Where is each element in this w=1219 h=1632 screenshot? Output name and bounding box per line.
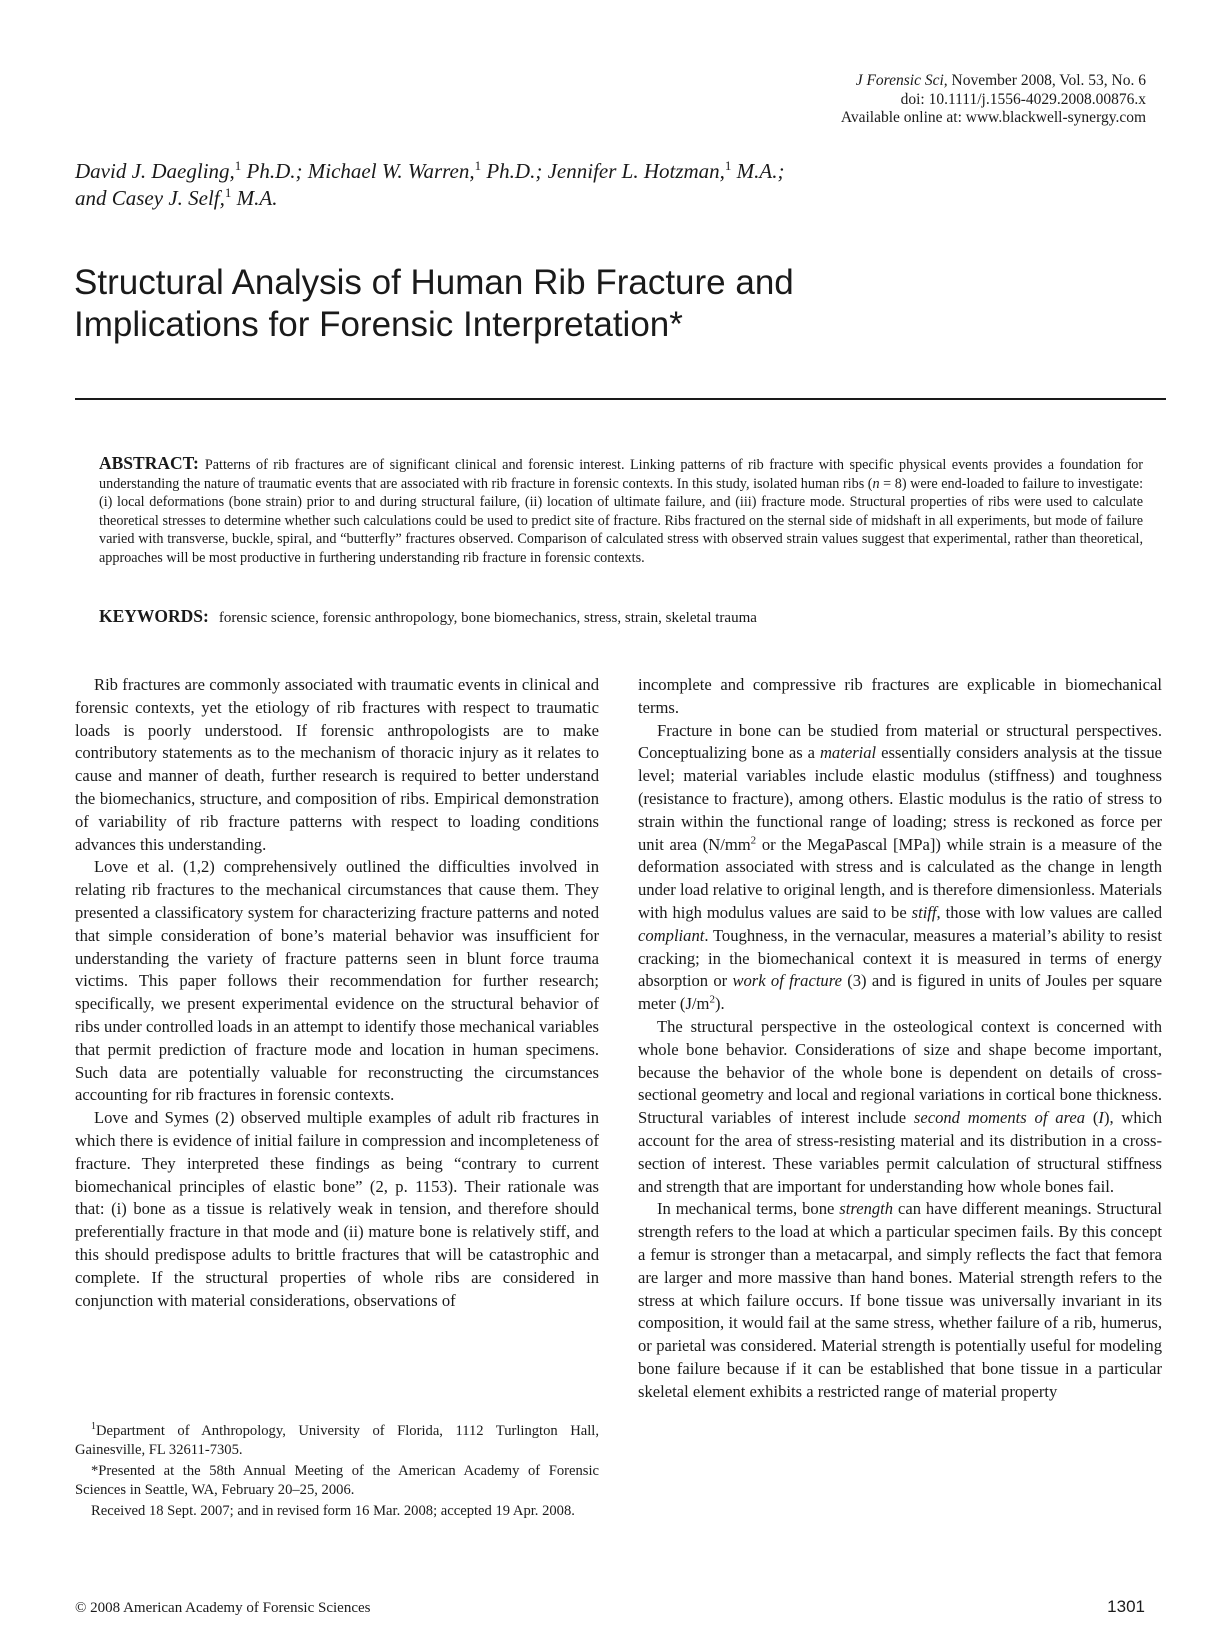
- paragraph: Love et al. (1,2) comprehensively outlined the difficulties involved in relating rib fractures to the mechanical circumstances that cause them. They presented a classificatory system for characterizing fracture patterns and noted that simple consideration of bone’s material behavior was insufficient for understanding the variety of fracture patterns seen in blunt force trauma victims. This paper follows their recommendation for further research; specifically, we present experimental evidence on the structural behavior of ribs under controlled loads in an attempt to identify those mechanical variables that permit prediction of fracture mode and location in human specimens. Such data are potentially valuable for reconstructing the circumstances accounting for rib fractures in forensic contexts.: [75, 857, 599, 1105]
- abstract-text-b: = 8) were end-loaded to failure to investigate: (i) local deformations (bone strain) prior to and during structural failure, (ii) location of ultimate failure, and (iii) fracture mode. Structural properties of ribs were used to calculate theoretical stresses to determine whether such calculations could be used to predict site of fracture. Ribs fractured on the sternal side of midshaft in all experiments, but mode of failure varied with transverse, buckle, spiral, and “butterfly” fractures observed. Comparison of calculated stress with observed strain values suggest that experimental, rather than theoretical, approaches will be most productive in furthering understanding rib fracture in forensic contexts.: [99, 475, 1144, 566]
- text-run: , those with low values are called: [936, 902, 1162, 922]
- copyright: © 2008 American Academy of Forensic Sciences: [75, 1600, 371, 1616]
- affil-mark: 1: [91, 1421, 96, 1433]
- paper-title: [74, 262, 1074, 346]
- paragraph: Love and Symes (2) observed multiple examples of adult rib fractures in which there is evidence of initial failure in compression and incompleteness of fracture. They interpreted these findings as being “contrary to current biomechanical principles of elastic bone” (2, p. 1153). Their rationale was that: (i) bone as a tissue is relatively weak in tension, and therefore should preferentially fracture in that mode and (ii) mature bone is relatively stiff, and this should predispose adults to brittle fractures that will be catastrophic and complete. If the structural properties of whole ribs are considered in conjunction with material considerations, observations of: [75, 1108, 599, 1310]
- text-run: . Toughness, in the vernacular, measures a material’s ability to resist cracking; in the biomechanical context it is measured in terms of energy absorption or: [638, 925, 1162, 991]
- emphasis: second moments of area: [913, 1108, 1086, 1128]
- emphasis: stiff: [911, 902, 937, 922]
- paragraph: [638, 1016, 1162, 1198]
- text-run: or the MegaPascal [MPa]) while strain is a measure of the deformation associated with stress and is calculated as the change in length under load relative to original length, and is therefore dimensionless. Materials with high modulus values are said to be: [638, 834, 1163, 922]
- emphasis: work of fracture: [732, 971, 842, 991]
- journal-info: [841, 72, 1146, 128]
- doi: doi: 10.1111/j.1556-4029.2008.00876.x: [900, 90, 1146, 108]
- abstract-n-symbol: n: [872, 475, 880, 492]
- footnote-presented: *Presented at the 58th Annual Meeting of the American Academy of Forensic Sciences in Seattle, WA, February 20–25, 2006.: [75, 1463, 599, 1498]
- emphasis: compliant: [638, 925, 705, 945]
- affil-mark: 1: [474, 158, 482, 173]
- title-divider: [75, 398, 1166, 400]
- emphasis: material: [819, 743, 877, 763]
- affil-mark: 1: [224, 185, 232, 200]
- journal-citation: [841, 72, 1146, 91]
- author-list: [75, 158, 1075, 212]
- text-run: can have different meanings. Structural strength refers to the load at which a particular specimen fails. By this concept a femur is stronger than a metacarpal, and simply reflects the fact that femora are larger and more massive than hand bones. Material strength refers to the stress at which failure occurs. If bone tissue was universally invariant in its composition, it would fail at the same stress, whether failure of a rib, humerus, or parietal was considered. Material strength is potentially useful for modeling bone failure because if it can be established that bone tissue in a particular skeletal element exhibits a restricted range of material property: [638, 1199, 1162, 1401]
- paragraph: incomplete and compressive rib fractures are explicable in biomechanical terms.: [638, 675, 1162, 717]
- footnote-affiliation: [75, 1422, 599, 1459]
- abstract-text-a: Patterns of rib fractures are of significant clinical and forensic interest. Linking patterns of rib fracture with specific physical events provides a foundation for understanding the nature of traumatic events that are associated with rib fracture in forensic contexts. In this study, isolated human ribs (: [99, 457, 1143, 492]
- paragraph: Rib fractures are commonly associated with traumatic events in clinical and forensic contexts, yet the etiology of rib fractures with respect to traumatic loads is poorly understood. If forensic anthropologists are to make contributory statements as to the mechanism of thoracic injury as it relates to cause and manner of death, further research is required to better understand the biomechanics, structure, and composition of ribs. Empirical demonstration of variability of rib fracture patterns with respect to loading conditions advances this understanding.: [75, 675, 599, 854]
- author-warren: Ph.D.; Michael W. Warren,: [241, 159, 475, 183]
- text-run: In mechanical terms, bone: [657, 1199, 840, 1219]
- abstract-label: ABSTRACT:: [99, 453, 199, 473]
- text-run: (3) and is figured in units of Joules per square meter (J/m: [638, 971, 1162, 1014]
- text-run: The structural perspective in the osteological context is concerned with whole bone behavior. Considerations of size and shape become important, because the behavior of the whole bone is dependent on details of cross-sectional geometry and local and regional variations in cortical bone thickness. Structural variables of interest include: [638, 1016, 1162, 1128]
- text-run: essentially considers analysis at the tissue level; material variables include elastic modulus (stiffness) and toughness (resistance to fracture), among others. Elastic modulus is the ratio of stress to strain within the functional range of loading; stress is reckoned as force per unit area (N/mm: [638, 743, 1162, 854]
- text-run: (: [1085, 1108, 1099, 1128]
- emphasis: strength: [839, 1199, 894, 1219]
- text-run: ).: [714, 994, 725, 1014]
- keywords: [99, 606, 1143, 628]
- emphasis: I: [1098, 1108, 1104, 1128]
- author-hotzman: Ph.D.; Jennifer L. Hotzman,: [481, 159, 725, 183]
- title-line-1: Structural Analysis of Human Rib Fracture and: [74, 263, 794, 302]
- abstract: [99, 454, 1143, 567]
- paragraph: [638, 720, 1162, 1016]
- author-degree: M.A.;: [731, 159, 785, 183]
- journal-issue: November 2008, Vol. 53, No. 6: [947, 72, 1146, 89]
- superscript: 2: [709, 993, 715, 1006]
- author-line-2: [75, 185, 1075, 212]
- availability: Available online at: www.blackwell-synergy.com: [840, 109, 1146, 126]
- author-self: and Casey J. Self,: [75, 186, 225, 210]
- affiliation-text: Department of Anthropology, University of Florida, 1112 Turlington Hall, Gainesville, FL 32611-7305.: [75, 1423, 599, 1458]
- title-line-2: Implications for Forensic Interpretation*: [74, 305, 683, 344]
- keywords-text: forensic science, forensic anthropology, bone biomechanics, stress, strain, skeletal trauma: [218, 610, 757, 626]
- text-run: ), which account for the area of stress-resisting material and its distribution in a cross-section of interest. These variables permit calculation of structural stiffness and strength that are important for understanding how whole bones fail.: [638, 1108, 1162, 1196]
- footnote-received: Received 18 Sept. 2007; and in revised form 16 Mar. 2008; accepted 19 Apr. 2008.: [91, 1503, 575, 1519]
- affil-mark: 1: [724, 158, 732, 173]
- superscript: 2: [750, 834, 757, 847]
- author-line-1: [75, 158, 1075, 185]
- body-column-left: [75, 674, 599, 1312]
- keywords-label: KEYWORDS:: [99, 606, 209, 626]
- page-number: 1301: [1107, 1597, 1145, 1616]
- journal-name: J Forensic Sci,: [855, 72, 948, 89]
- body-column-right: [638, 674, 1162, 1404]
- paragraph: [638, 1198, 1162, 1403]
- footnotes: [75, 1422, 599, 1524]
- text-run: Fracture in bone can be studied from material or structural perspectives. Conceptualizing bone as a: [638, 720, 1162, 763]
- author-daegling: David J. Daegling,: [75, 159, 235, 183]
- author-degree: M.A.: [231, 186, 278, 210]
- affil-mark: 1: [234, 158, 242, 173]
